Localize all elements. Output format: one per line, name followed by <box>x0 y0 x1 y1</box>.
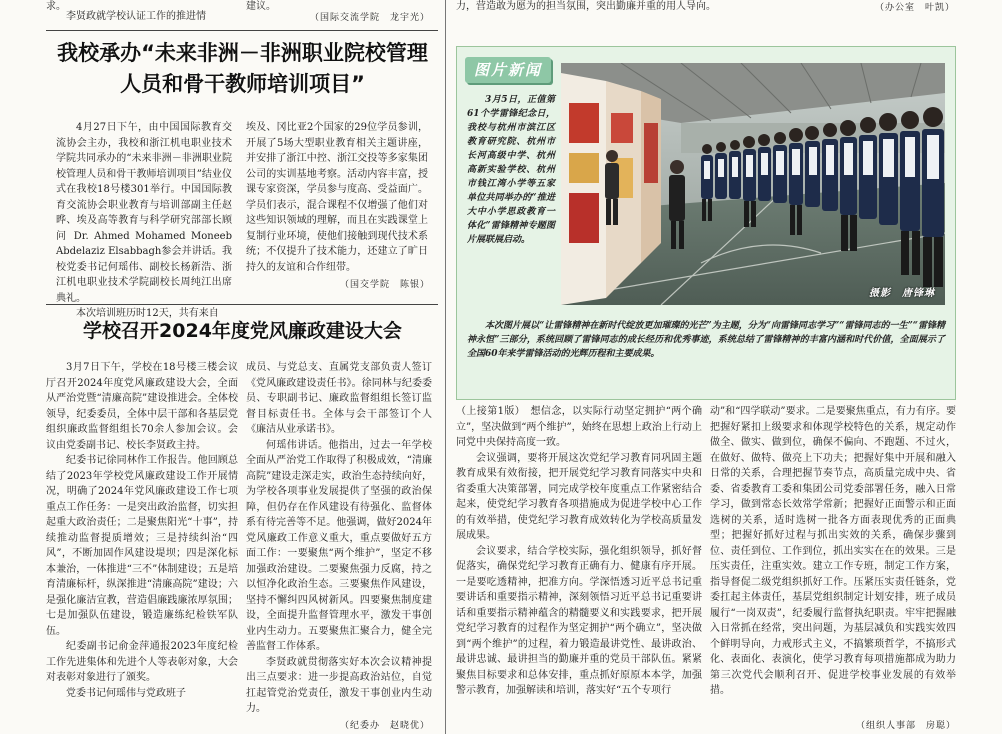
photo-credit: 摄影 唐锋琳 <box>869 288 935 299</box>
article1-byline: （国交学院 陈银） <box>339 280 430 290</box>
continuation-byline: （组织人事部 房聪） <box>855 721 956 731</box>
article2-para7: 李贤政就贯彻落实好本次会议精神提出三点要求：进一步提高政治站位，自觉扛起管党治党责任，激发干事创业内生动力。 <box>246 656 432 714</box>
photo-news-box <box>456 46 956 400</box>
article1-headline: 我校承办“未来非洲－非洲职业院校管理人员和骨干教师培训项目” <box>57 41 428 96</box>
article2-para1: 3月7日下午，学校在18号楼三楼会议厅召开2024年度党风廉政建设大会，全面从严治党暨“清廉高院”建设推进会。全体校领导，纪委委员，全体中层干部和各基层党组织廉政监督组组长70余人参加会议。会议由党委副书记、校长李贤政主持。 <box>46 362 238 451</box>
continuation-para3: 会议要求，结合学校实际，强化组织领导，抓好督促落实，确保党纪学习教育正确有力、健康有序开展。一是要吃透精神，把准方向。学深悟透习近平总书记重要讲话和重要指示精神，深刻领悟习近平总书记重要讲话和重要指示精神蕴含的精髓要义和实践要求，把开展党纪学习教育的过程作为坚定拥护“两个确立”，坚决做到“两个维护”的过程，着力锻造最讲党性、最讲政治、最讲忠诚、最讲担当的勤廉并重的党员干部队伍。紧紧聚焦目标要求和总体安排，重点抓好原原本本学，加强警示教育，加强解读和培训，落实好“五个专项行 <box>456 545 702 696</box>
divider <box>46 304 438 305</box>
top-fragment-right: 力，营造敢为愿为的担当氛围，突出勤廉并重的用人导向。 <box>456 1 716 12</box>
top-byline-right: （办公室 叶凯） <box>874 3 955 13</box>
article2-para2: 纪委书记徐同林作工作报告。他回顾总结了2023年学校党风廉政建设工作开展情况，明确了2024年党风廉政建设工作七项重点工作任务：一是突出政治监督，切实担起重大政治责任；二是聚焦阳光“十事”，持续推动监督提质增效；三是持续纠治“四风”，不断加固作风建设堤坝；四是深化标本兼治，一体推进“三不”体制建设；五是培育清廉标杆，纵深推进“清廉高院”建设；六是强化廉洁宣教，营造倡廉践廉浓厚氛围；七是加强队伍建设，锻造廉练纪检铁军队伍。 <box>46 455 238 637</box>
article2-col1 <box>46 360 238 701</box>
column-divider <box>445 0 446 734</box>
photo-news-tag: 图片新闻 <box>465 57 551 83</box>
article1-para3: 埃及、冈比亚2个国家的29位学员参训，开展了5场大型职业教育相关主题讲座，并安排了浙江中控、浙江交投等多家集团公司的实训基地考察。活动内容丰富，授课专家资深，学员参与度高、受益面广。学员们表示，混合课程不仅增强了他们对这些知识领域的理解，而且在实践课堂上复制行业环境，使他们接触到现代技术系统；不仅提升了技术能力，还建立了旷日持久的友谊和合作纽带。 <box>246 122 428 273</box>
article1-col1 <box>56 120 232 322</box>
divider <box>46 30 438 31</box>
top-byline-mid: （国际交流学院 龙宇光） <box>309 13 430 23</box>
article1-para1: 4月27日下午，由中国国际教育交流协会主办，我校和浙江机电职业技术学院共同承办的“未来非洲－非洲职业院校管理人员和骨干教师培训项目”结业仪式在我校18号楼301举行。中国国际教育交流协会职业教育与培训部副主任赵晔、埃及高等教育与科学研究部部长顾问 Dr. Ahmed Mohamed Moneeb Abdelaziz Elsabbagh参会并讲话。我校党委书记何瑶伟、副校长杨新浩、浙江机电职业技术学院副校长周纯江出席典礼。 <box>56 122 232 304</box>
article1-col2 <box>246 120 428 275</box>
photo-exhibition <box>561 63 945 305</box>
continuation-para4: 动”和“四学联动”要求。二是要聚焦重点，有力有序。要把握好紧扣上级要求和体现学校特色的关系，规定动作做全、做实、做到位，确保不偏向、不跑题、不过火，在做好、做特、做亮上下功夫；把握好集中开展和融入日常的关系，合理把握节奏节点，高质量完成中央、省委、省委教育工委和集团公司党委部署任务，融入日常学习，做到常态长效常学常新；把握好正面警示和正面选树的关系，适时选树一批各方面表现优秀的正面典型；把握好抓好过程与抓出实效的关系，确保步骤到位、责任到位、工作到位，抓出实实在在的效果。三是压实责任，注重实效。建立工作专班，制定工作方案，指导督促二级党组织抓好工作。压紧压实责任链条，党委扛起主体责任，基层党组织制定计划安排，班子成员履行“一岗双责”，纪委履行监督执纪职责。牢牢把握融入日常抓在经常，突出问题，为基层减负和实践实效四个鲜明导向，力戒形式主义，不搞繁琐哲学，不搞形式化、表面化、表演化，使学习教育每项措施都成为助力第三次党代会顺利召开、促进学校事业发展的有效举措。 <box>710 406 956 696</box>
photo-bottom-caption: 本次图片展以“让雷锋精神在新时代绽放更加璀璨的光芒”为主题，分为“向雷锋同志学习”“雷锋同志的一生”“雷锋精神永恒”三部分，系统回顾了雷锋同志的成长经历和优秀事迹，系统总结了雷锋精神的丰富内涵和时代价值，全面展示了全国60年来学雷锋活动的光辉历程和主要成果。 <box>467 321 945 359</box>
article2-col2 <box>246 360 432 717</box>
top-fragment-left: 求。 <box>46 1 66 12</box>
top-item-left: 李贤政就学校认证工作的推进情 <box>66 11 206 22</box>
article2-headline: 学校召开2024年度党风廉政建设大会 <box>83 320 402 342</box>
exhibition-photo-illustration <box>561 63 945 305</box>
article2-para4: 党委书记何瑶伟与党政班子 <box>66 687 186 699</box>
article2-byline: （纪委办 赵晓优） <box>339 721 430 731</box>
continuation-col2 <box>710 404 956 699</box>
top-fragment-mid: 建议。 <box>246 1 276 12</box>
continuation-para1: （上接第1版） 想信念，以实际行动坚定拥护“两个确立”，坚决做到“两个维护”，始终在思想上政治上行动上同党中央保持高度一致。 <box>456 406 702 448</box>
article2-para6: 何瑶伟讲话。他指出，过去一年学校全面从严治党工作取得了积极成效，“清廉高院”建设走深走实，政治生态持续向好，为学校各项事业发展提供了坚强的政治保障，但仍存在作风建设有待强化、监督体系有待完善等不足。他强调，做好2024年党风廉政工作意义重大，重点要做好五方面工作：一要聚焦“两个维护”，坚定不移加强政治建设。二要聚焦强力反腐，持之以恒净化政治生态。三要聚焦作风建设，坚持不懈纠四风树新风。四要聚焦制度建设，全面提升监督管理水平，激发干事创业内生动力。五要聚焦汇聚合力，健全完善监督工作体系。 <box>246 439 432 652</box>
article2-para3: 纪委副书记俞金萍通报2023年度纪检工作先进集体和先进个人等表彰对象，大会对表彰对象进行了颁奖。 <box>46 641 238 683</box>
continuation-para2: 会议强调，要将开展这次党纪学习教育同巩固主题教育成果有效衔接，把开展党纪学习教育同落实中央和省委重大决策部署，同完成学校年度重点工作紧密结合起来，使党纪学习教育各项措施成为促进学校中心工作的有效举措，使党纪学习教育成效转化为学校高质量发展成果。 <box>456 452 702 541</box>
photo-side-caption: 3月5日，正值第61个学雷锋纪念日，我校与杭州市滨江区教育研究院、杭州市长河高级中学、杭州高新实验学校、杭州市钱江湾小学等五家单位共同举办的“推进大中小学思政教育一体化”雷锋精神专题图片展联展启动。 <box>467 95 555 245</box>
article1-para2: 本次培训班历时12天，共有来自 <box>76 308 219 319</box>
continuation-col1 <box>456 404 702 699</box>
article2-para5: 成员、与党总支、直属党支部负责人签订《党风廉政建设责任书》。徐同林与纪委委员、专职副书记、廉政监督组组长签订监督目标责任书。全体与会干部签订个人《廉洁从业承诺书》。 <box>246 362 432 435</box>
